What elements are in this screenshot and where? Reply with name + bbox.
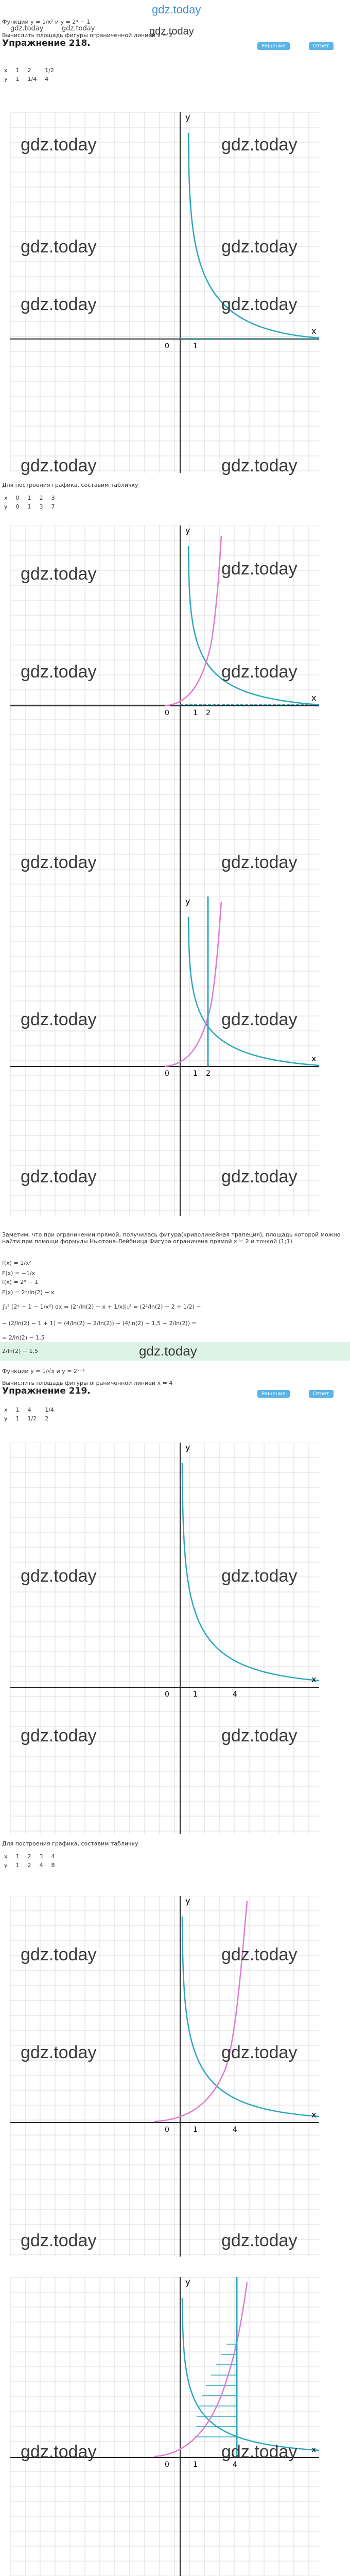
table-cell: 1 <box>15 1862 20 1869</box>
watermark: gdz.today <box>221 237 297 257</box>
exercise-title: Упражнение 219. <box>2 1386 91 1396</box>
table-cell: 0 <box>15 495 20 501</box>
watermark: gdz.today <box>21 1010 97 1029</box>
tick-1-label: 1 <box>193 709 198 717</box>
formula-line: F(x) = −1/x <box>2 1270 36 1277</box>
table-cell: 2 <box>27 1862 31 1869</box>
watermark: gdz.today <box>221 1010 297 1029</box>
x-axis-label: x <box>311 693 317 703</box>
formula-line: F(x) = 2ˣ/ln(2) − x <box>2 1289 55 1296</box>
x-axis-label: x <box>311 2445 317 2454</box>
area-line: Вычислить площадь фигуры ограниченной линией x = 2 <box>2 32 173 39</box>
watermark: gdz.today <box>221 662 297 682</box>
table-cell: 7 <box>51 503 55 510</box>
y-axis-label: y <box>185 2277 190 2287</box>
values-table <box>0 494 59 511</box>
tab-solution[interactable]: Решение <box>257 42 290 50</box>
origin-label: 0 <box>165 1070 169 1078</box>
area-line: Вычислить площадь фигуры ограниченной линией x = 4 <box>2 1380 173 1386</box>
table-cell: 2 <box>27 67 31 74</box>
formula-line: = 2/ln(2) − 1,5 <box>2 1334 45 1341</box>
graph-1-svg <box>10 112 319 473</box>
table-cell: 1 <box>15 67 20 74</box>
table-cell: 4 <box>45 76 49 82</box>
watermark: gdz.today <box>221 2231 297 2250</box>
table-cell: 1/2 <box>45 67 54 74</box>
formula-line: f(x) = 1/x² <box>2 1260 31 1266</box>
graph-4 <box>10 1443 319 1834</box>
watermark: gdz.today <box>221 456 297 476</box>
watermark: gdz.today <box>21 237 97 257</box>
formula-line: f(x) = 2ˣ − 1 <box>2 1279 39 1285</box>
y-axis-label: y <box>185 112 190 122</box>
table-cell: 4 <box>39 1862 43 1869</box>
watermark: gdz.today <box>21 2043 97 2062</box>
table-note: Для построения графика, составим табличку <box>2 1840 138 1847</box>
x-axis-label: x <box>311 1674 317 1684</box>
tick-1-label: 1 <box>193 2126 198 2134</box>
table-cell: 1 <box>15 1415 20 1422</box>
table-cell: x <box>4 1853 8 1860</box>
curve-exponential <box>154 1901 247 2122</box>
watermark: gdz.today <box>221 135 297 155</box>
watermark: gdz.today <box>21 1945 97 1964</box>
y-axis-label: y <box>185 1443 190 1452</box>
table-row <box>0 494 59 502</box>
table-cell: 2 <box>45 1415 49 1422</box>
table-cell: 1 <box>15 1853 20 1860</box>
watermark: gdz.today <box>21 2231 97 2250</box>
watermark: gdz.today <box>221 2043 297 2062</box>
answer-text: 2/ln(2) − 1,5 <box>2 1348 39 1354</box>
table-row <box>0 66 58 75</box>
watermark: gdz.today <box>149 26 194 37</box>
formula-line: ∫₁² (2ˣ − 1 − 1/x²) dx = (2ˣ/ln(2) − x + 1/x)|₁² = (2²/ln(2) − 2 + 1/2) − <box>2 1303 201 1310</box>
conclusion-text: Заметим, что при ограничении прямой, получилась фигура(криволинейная трапеция), площадь которой можно найти при помощи формулы Ньютона-Лейбница Фигура ограничена прямой x = 2 и точкой (1;1) <box>2 1231 341 1245</box>
grid <box>10 2277 319 2576</box>
table-cell: x <box>4 1406 8 1413</box>
table-cell: 2 <box>27 1853 31 1860</box>
tick-1-label: 1 <box>193 342 198 350</box>
origin-label: 0 <box>165 1690 169 1699</box>
answer-box <box>0 1342 350 1361</box>
table-cell: 8 <box>51 1862 55 1869</box>
watermark: gdz.today <box>21 1566 97 1586</box>
table-row <box>0 1414 58 1423</box>
watermark: gdz.today <box>21 456 97 476</box>
tick-4-label: 4 <box>233 2126 237 2134</box>
formula-line: − (2/ln(2) − 1 + 1) = (4/ln(2) − 2/ln(2)) − (4/ln(2) − 1,5 − 2/ln(2)) = <box>2 1320 197 1327</box>
table-cell: x <box>4 67 8 74</box>
graph-4-svg <box>10 1443 319 1834</box>
watermark: gdz.today <box>62 25 95 32</box>
table-cell: 2 <box>39 495 43 501</box>
site-logo[interactable]: gdz.today <box>152 3 201 16</box>
table-cell: 3 <box>51 495 55 501</box>
watermark: gdz.today <box>10 25 44 32</box>
y-axis-label: y <box>185 1896 190 1906</box>
table-cell: 1/4 <box>27 76 37 82</box>
origin-label: 0 <box>165 342 169 350</box>
table-cell: 4 <box>51 1853 55 1860</box>
table-cell: 4 <box>27 1406 31 1413</box>
exercise-title: Упражнение 218. <box>2 38 91 48</box>
table-row <box>0 1852 59 1861</box>
y-axis-label: y <box>185 526 190 535</box>
x-axis-label: x <box>311 1054 317 1063</box>
origin-label: 0 <box>165 2126 169 2134</box>
table-cell: 1 <box>27 495 31 501</box>
grid <box>10 1443 319 1834</box>
functions-line: Функции y = 1/x² и y = 2ˣ − 1 <box>2 19 91 25</box>
watermark: gdz.today <box>221 1945 297 1964</box>
table-note: Для построения графика, составим табличку <box>2 482 138 488</box>
graph-6-svg <box>10 2277 319 2576</box>
table-cell: 0 <box>15 503 20 510</box>
watermark: gdz.today <box>221 295 297 314</box>
watermark: gdz.today <box>221 2442 297 2462</box>
curve-root-hyperbola <box>182 2298 319 2450</box>
watermark: gdz.today <box>221 1566 297 1586</box>
watermark: gdz.today <box>21 295 97 314</box>
watermark: gdz.today <box>21 1726 97 1745</box>
table-cell: 3 <box>39 1853 43 1860</box>
table-cell: y <box>4 503 8 510</box>
x-axis-label: x <box>311 326 317 336</box>
table-cell: y <box>4 1415 8 1422</box>
table-cell: 1 <box>15 1406 20 1413</box>
tab-answer[interactable]: Ответ <box>309 42 334 50</box>
watermark: gdz.today <box>21 135 97 155</box>
watermark: gdz.today <box>139 1343 197 1359</box>
tick-4-label: 4 <box>233 1690 237 1699</box>
table-row <box>0 1861 59 1870</box>
watermark: gdz.today <box>21 2442 97 2462</box>
table-cell: y <box>4 76 8 82</box>
table-cell: 1/4 <box>45 1406 54 1413</box>
tab-solution[interactable]: Решение <box>257 1390 290 1398</box>
tick-2-label: 2 <box>206 1070 211 1078</box>
curve-exponential <box>154 2282 247 2456</box>
watermark: gdz.today <box>21 853 97 872</box>
watermark: gdz.today <box>221 559 297 579</box>
tab-answer[interactable]: Ответ <box>309 1390 334 1398</box>
origin-label: 0 <box>165 709 169 717</box>
watermark: gdz.today <box>221 853 297 872</box>
x-axis-label: x <box>311 2110 317 2120</box>
watermark: gdz.today <box>221 1726 297 1745</box>
tick-4-label: 4 <box>233 2461 237 2469</box>
tick-2-label: 2 <box>206 709 211 717</box>
table-cell: 3 <box>39 503 43 510</box>
table-row <box>0 502 59 511</box>
tick-1-label: 1 <box>193 1690 198 1699</box>
values-table <box>0 66 58 83</box>
graph-6 <box>10 2277 319 2576</box>
values-table <box>0 1852 59 1870</box>
watermark: gdz.today <box>21 662 97 682</box>
table-row <box>0 75 58 83</box>
y-axis-label: y <box>185 896 190 906</box>
table-cell: y <box>4 1862 8 1869</box>
watermark: gdz.today <box>21 1167 97 1187</box>
graph-1 <box>10 112 319 473</box>
watermark: gdz.today <box>21 564 97 584</box>
table-cell: 1/2 <box>27 1415 37 1422</box>
tick-1-label: 1 <box>193 2461 198 2469</box>
table-cell: 1 <box>27 503 31 510</box>
values-table <box>0 1405 58 1423</box>
table-row <box>0 1405 58 1414</box>
functions-line: Функции y = 1/√x и y = 2ˣ⁻¹ <box>2 1368 85 1375</box>
table-cell: x <box>4 495 8 501</box>
table-cell: 1 <box>15 76 20 82</box>
hatched-region <box>195 2344 237 2437</box>
tick-1-label: 1 <box>193 1070 198 1078</box>
origin-label: 0 <box>165 2461 169 2469</box>
grid <box>10 112 319 473</box>
watermark: gdz.today <box>221 1167 297 1187</box>
